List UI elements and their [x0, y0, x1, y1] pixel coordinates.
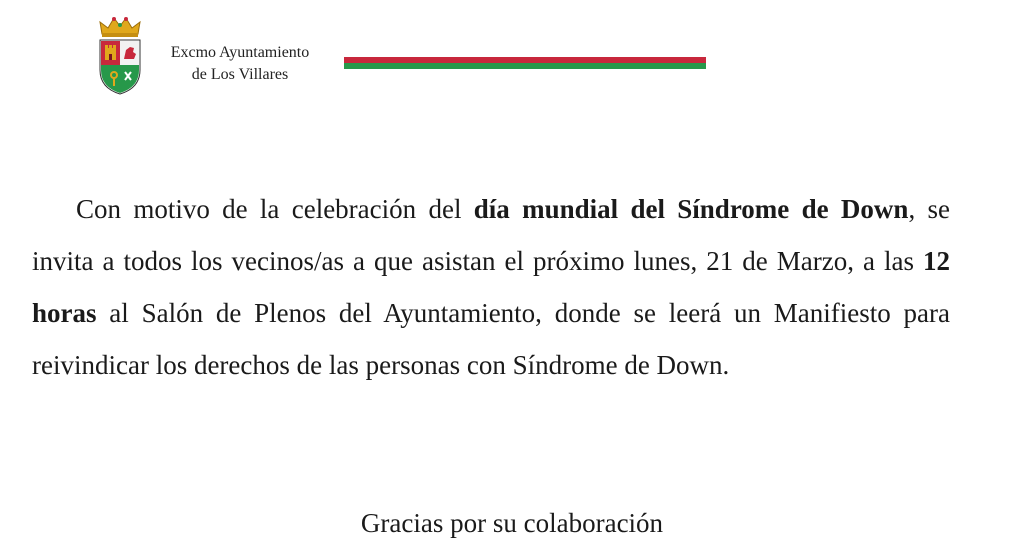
- flag-stripe-green: [344, 63, 706, 69]
- coat-of-arms-icon: [96, 14, 144, 96]
- letterhead: [96, 14, 716, 96]
- organization-name-line1: Excmo Ayuntamiento: [170, 44, 310, 61]
- organization-name: [152, 42, 328, 86]
- notice-text-part1: Con motivo de la celebración del: [76, 194, 474, 224]
- notice-text-part3: al Salón de Plenos del Ayuntamiento, donde se leerá un Manifiesto para reivindicar los derechos de las personas con Síndrome de Down.: [32, 298, 950, 380]
- closing-line: Gracias por su colaboración: [360, 508, 664, 538]
- organization-name-line2: de Los Villares: [191, 66, 289, 83]
- notice-event-time: 12 horas: [32, 246, 950, 328]
- notice-text-part2: , se invita a todos los vecinos/as a que asistan el próximo lunes, 21 de Marzo, a las: [32, 194, 950, 276]
- notice-paragraph: [32, 183, 950, 391]
- notice-event-name: día mundial del Síndrome de Down: [473, 194, 909, 224]
- flag-color-bar: [344, 57, 706, 69]
